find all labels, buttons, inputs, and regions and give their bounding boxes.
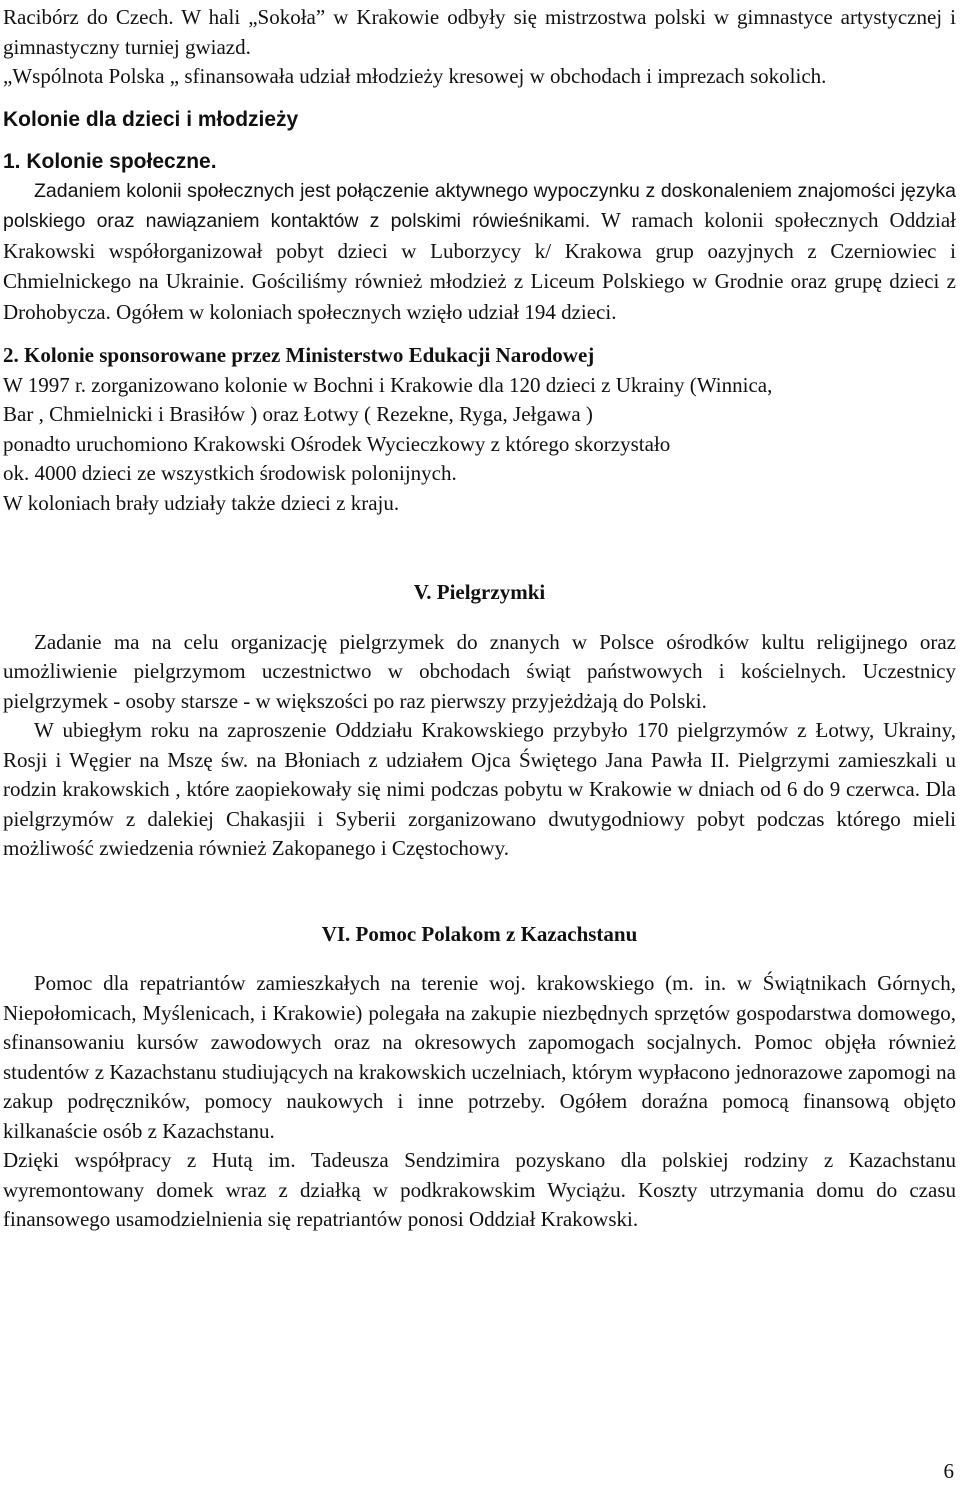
ministry-line-2: Bar , Chmielnicki i Brasiłów ) oraz Łotwy ( Rezekne, Ryga, Jełgawa ) xyxy=(3,402,593,426)
spacer xyxy=(3,864,956,920)
pilgrimages-paragraph-2: W ubiegłym roku na zaproszenie Oddziału Krakowskiego przybyło 170 pielgrzymów z Łotwy, Ukrainy, Rosji i Węgier na Mszę św. na Błoniach z udziałem Ojca Świętego Jana Pawła II. Pielgrzymi zamieszkali u rodzin krakowskich , które zaopiekowały się nimi podczas pobytu w Krakowie w dniach od 6 do 9 czerwca. Dla pielgrzymów z dalekiej Chakasjii i Syberii zorganizowano dwutygodniowy pobyt podczas którego mieli możliwość zwiedzenia również Zakopanego i Częstochowy. xyxy=(3,718,956,860)
kazakhstan-paragraph-1: Pomoc dla repatriantów zamieszkałych na terenie woj. krakowskiego (m. in. w Świątnikach Górnych, Niepołomicach, Myślenicach, i Krakowie) polegała na zakupie niezbędnych sprzętów gospodarstwa domowego, sfinansowaniu kursów zawodowych oraz na okresowych zapomogach socjalnych. Pomoc objęła również studentów z Kazachstanu studiujących na krakowskich uczelniach, którym wypłacono jednorazowe zapomogi na zakup podręczników, pomocy naukowych i inne potrzeby. Ogółem doraźna pomocą finansową objęto kilkanaście osób z Kazachstanu. xyxy=(3,971,956,1143)
spacer xyxy=(3,608,956,628)
subheading-social-colonies xyxy=(3,147,956,177)
document-page xyxy=(3,3,956,1235)
social-colonies-paragraph xyxy=(3,177,956,329)
spacer xyxy=(3,92,956,105)
spacer xyxy=(3,518,956,578)
intro-paragraph-2: „Wspólnota Polska „ sfinansowała udział młodzieży kresowej w obchodach i imprezach sokolich. xyxy=(3,64,827,88)
subheading-ministry-colonies: 2. Kolonie sponsorowane przez Ministerstwo Edukacji Narodowej xyxy=(3,343,595,367)
spacer xyxy=(3,949,956,969)
pilgrimages-paragraph-1: Zadanie ma na celu organizację pielgrzymek do znanych w Polsce ośrodków kultu religijnego oraz umożliwienie pielgrzymom uczestnictwo w obchodach świąt państwowych i kościelnych. Uczestnicy pielgrzymek - osoby starsze - w większości po raz pierwszy przyjeżdżają do Polski. xyxy=(3,629,956,713)
kazakhstan-paragraph-2: Dzięki współpracy z Hutą im. Tadeusza Sendzimira pozyskano dla polskiej rodziny z Kazachstanu wyremontowany domek wraz z działką w podkrakowskim Wyciążu. Koszty utrzymania domu do czasu finansowego usamodzielnienia się repatriantów ponosi Oddział Krakowski. xyxy=(3,1148,956,1231)
section-heading-colonies: Kolonie dla dzieci i młodzieży xyxy=(3,107,299,131)
ministry-colonies-lines xyxy=(3,371,956,519)
ministry-line-5: W koloniach brały udziały także dzieci z kraju. xyxy=(3,490,400,515)
social-colonies-text-1: Zadaniem kolonii społecznych jest połączenie aktywnego wypoczynku z doskonaleniem znajomości języka polskiego oraz nawiązaniem kontaktów z polskimi rówieśnikami. xyxy=(3,179,956,232)
social-colonies-text-2: W ramach kolonii społecznych Oddział Krakowski współorganizował pobyt dzieci w Luborzycy k/ Krakowa grup oazyjnych z Czerniowiec i Chmielnickego na Ukrainie. Gościliśmy również młodzież z Liceum Polskiego w Grodnie oraz grupę dzieci z Drohobycza. Ogółem w koloniach społecznych wzięło udział 194 dzieci. xyxy=(3,208,956,324)
intro-paragraph: Racibórz do Czech. W hali „Sokoła” w Krakowie odbyły się mistrzostwa polski w gimnastyce artystycznej i gimnastyczny turniej gwiazd. xyxy=(3,5,956,59)
spacer xyxy=(3,134,956,147)
page-number: 6 xyxy=(943,1459,954,1483)
ministry-line-1: W 1997 r. zorganizowano kolonie w Bochni i Krakowie dla 120 dzieci z Ukrainy (Winnica, xyxy=(3,372,773,397)
subheading-social-colonies-text: 1. Kolonie społeczne. xyxy=(3,150,217,173)
ministry-line-4: ok. 4000 dzieci ze wszystkich środowisk polonijnych. xyxy=(3,461,457,485)
section-heading-kazakhstan: VI. Pomoc Polakom z Kazachstanu xyxy=(321,921,638,946)
ministry-line-3: ponadto uruchomiono Krakowski Ośrodek Wycieczkowy z którego skorzystało xyxy=(3,431,671,456)
section-heading-pilgrimages: V. Pielgrzymki xyxy=(413,580,546,604)
spacer xyxy=(3,328,956,341)
